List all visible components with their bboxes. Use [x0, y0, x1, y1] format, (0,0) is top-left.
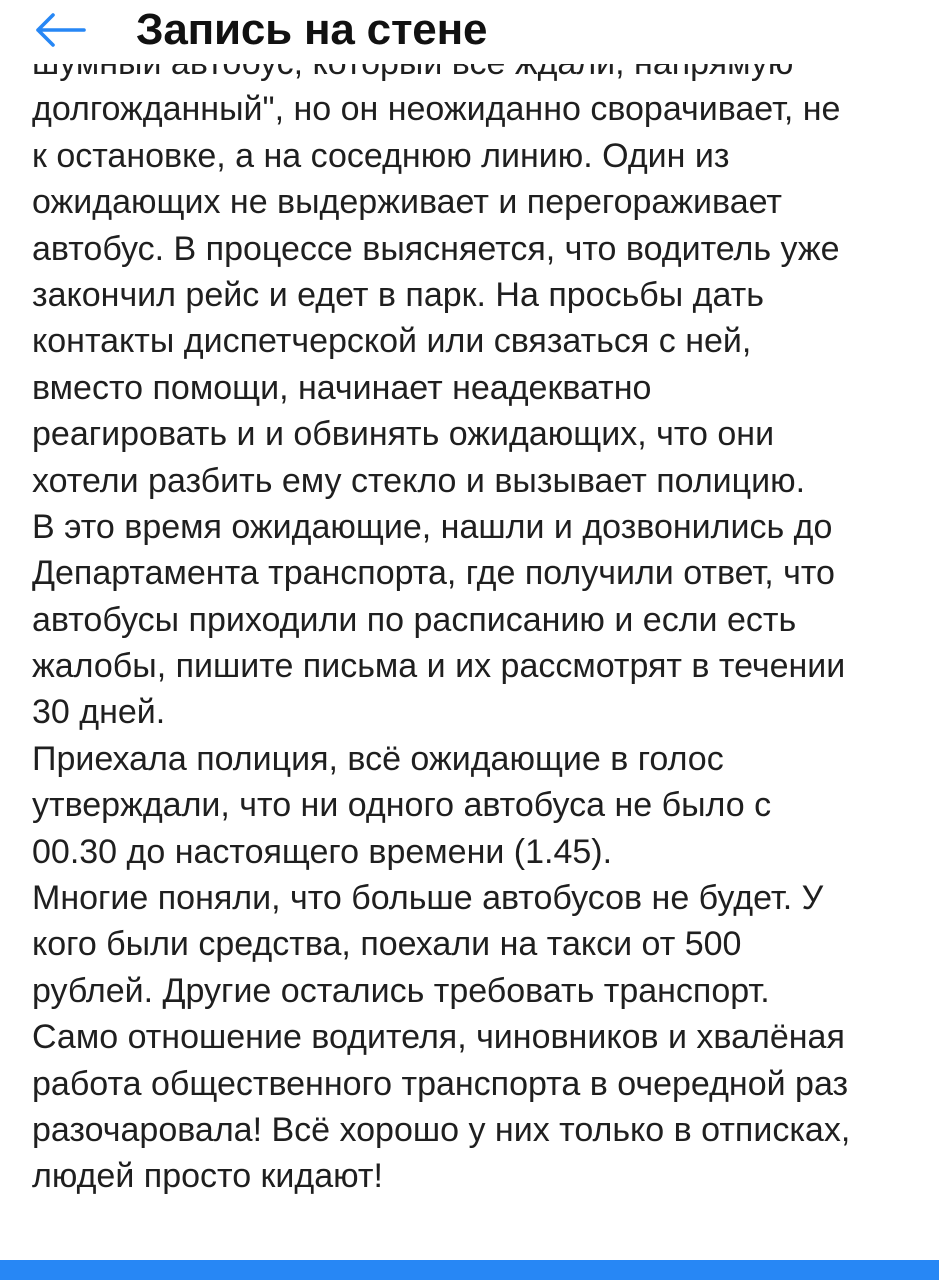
post-line: рублей. Другие остались требовать транспорт. [32, 971, 770, 1010]
post-line: утверждали, что ни одного автобуса не было с [32, 786, 772, 825]
post-line: кого были средства, поехали на такси от 500 [32, 925, 742, 964]
page-title: Запись на стене [136, 5, 488, 54]
bottom-accent-bar [0, 1260, 939, 1280]
post-line: В это время ожидающие, нашли и дозвонились до [32, 507, 833, 546]
post-line: автобус. В процессе выясняется, что водитель уже [32, 229, 840, 268]
post-line: хотели разбить ему стекло и вызывает полицию. [32, 461, 806, 500]
post-line: контакты диспетчерской или связаться с ней, [32, 322, 752, 361]
post-line: закончил рейс и едет в парк. На просьбы дать [32, 275, 764, 314]
post-line: людей просто кидают! [32, 1157, 383, 1196]
post-content [0, 64, 939, 1260]
post-body [32, 66, 912, 1200]
back-button[interactable] [28, 6, 92, 54]
post-line: 30 дней. [32, 693, 166, 732]
post-line: Само отношение водителя, чиновников и хвалёная [32, 1018, 845, 1057]
post-line: ожидающих не выдерживает и перегораживает [32, 183, 782, 222]
post-line: вместо помощи, начинает неадекватно [32, 368, 652, 407]
post-line: работа общественного транспорта в очередной раз [32, 1064, 849, 1103]
post-line: разочаровала! Всё хорошо у них только в отписках, [32, 1110, 851, 1149]
post-line: к остановке, а на соседнюю линию. Один из [32, 136, 730, 175]
post-line: жалобы, пишите письма и их рассмотрят в течении [32, 647, 846, 686]
post-line: автобусы приходили по расписанию и если есть [32, 600, 797, 639]
top-app-bar [0, 0, 939, 64]
arrow-left-icon [34, 13, 86, 47]
post-line: реагировать и и обвинять ожидающих, что они [32, 415, 775, 454]
post-line: 00.30 до настоящего времени (1.45). [32, 832, 613, 871]
post-line: Департамента транспорта, где получили ответ, что [32, 554, 835, 593]
post-line: Приехала полиция, всё ожидающие в голос [32, 739, 724, 778]
post-line: долгожданный", но он неожиданно сворачивает, не [32, 90, 841, 129]
post-line: Многие поняли, что больше автобусов не будет. У [32, 879, 824, 918]
